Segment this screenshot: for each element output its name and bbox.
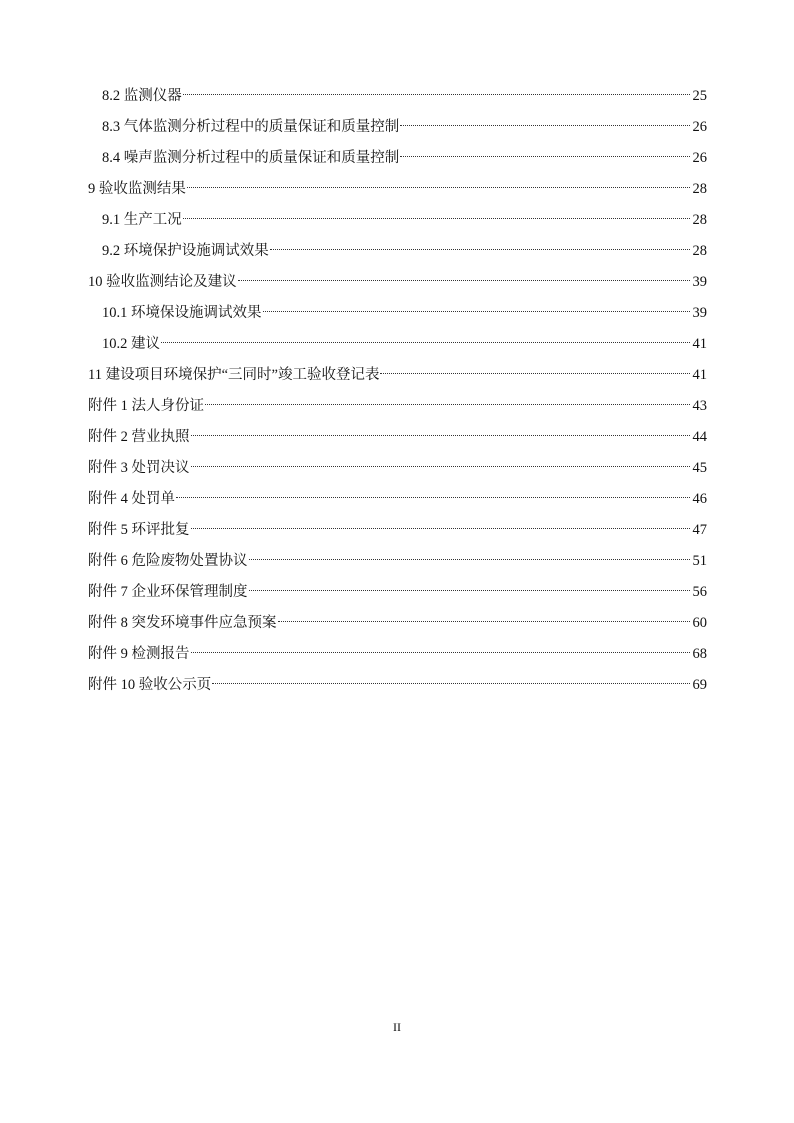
toc-dot-leader bbox=[249, 559, 691, 560]
toc-dot-leader bbox=[191, 652, 691, 653]
toc-dot-leader bbox=[191, 435, 691, 436]
toc-entry-title: 附件 5 环评批复 bbox=[88, 522, 190, 538]
toc-dot-leader bbox=[400, 125, 690, 126]
toc-entry-title: 附件 7 企业环保管理制度 bbox=[88, 584, 248, 600]
toc-entry[interactable] bbox=[88, 611, 707, 642]
toc-dot-leader bbox=[400, 156, 690, 157]
toc-entry-title: 10 验收监测结论及建议 bbox=[88, 274, 237, 290]
toc-entry-page-number: 25 bbox=[692, 88, 707, 104]
toc-entry-page-number: 46 bbox=[692, 491, 707, 507]
toc-entry-page-number: 44 bbox=[692, 429, 707, 445]
toc-entry[interactable] bbox=[88, 456, 707, 487]
toc-entry-title: 附件 3 处罚决议 bbox=[88, 460, 190, 476]
toc-entry[interactable] bbox=[88, 146, 707, 177]
toc-entry-page-number: 45 bbox=[692, 460, 707, 476]
toc-entry-title: 附件 6 危险废物处置协议 bbox=[88, 553, 248, 569]
toc-entry-title: 11 建设项目环境保护“三同时”竣工验收登记表 bbox=[88, 367, 380, 383]
toc-dot-leader bbox=[183, 94, 690, 95]
toc-entry[interactable] bbox=[88, 518, 707, 549]
toc-entry-page-number: 51 bbox=[692, 553, 707, 569]
toc-entry-page-number: 69 bbox=[692, 677, 707, 693]
toc-entry[interactable] bbox=[88, 208, 707, 239]
table-of-contents bbox=[88, 84, 707, 704]
toc-entry-title: 附件 1 法人身份证 bbox=[88, 398, 204, 414]
toc-entry[interactable] bbox=[88, 270, 707, 301]
toc-entry[interactable] bbox=[88, 425, 707, 456]
toc-entry-title: 10.1 环境保设施调试效果 bbox=[102, 305, 262, 321]
toc-dot-leader bbox=[270, 249, 690, 250]
toc-entry-title: 附件 2 营业执照 bbox=[88, 429, 190, 445]
toc-entry[interactable] bbox=[88, 363, 707, 394]
toc-entry[interactable] bbox=[88, 394, 707, 425]
toc-entry-title: 8.2 监测仪器 bbox=[102, 88, 182, 104]
toc-dot-leader bbox=[191, 528, 691, 529]
toc-entry[interactable] bbox=[88, 115, 707, 146]
toc-entry[interactable] bbox=[88, 549, 707, 580]
toc-entry-title: 附件 8 突发环境事件应急预案 bbox=[88, 615, 277, 631]
toc-dot-leader bbox=[249, 590, 691, 591]
toc-dot-leader bbox=[176, 497, 690, 498]
toc-entry[interactable] bbox=[88, 301, 707, 332]
toc-dot-leader bbox=[183, 218, 690, 219]
toc-entry-title: 8.4 噪声监测分析过程中的质量保证和质量控制 bbox=[102, 150, 400, 166]
page-number: II bbox=[393, 1020, 401, 1034]
toc-entry-page-number: 43 bbox=[692, 398, 707, 414]
toc-dot-leader bbox=[187, 187, 690, 188]
toc-entry-title: 9.2 环境保护设施调试效果 bbox=[102, 243, 269, 259]
toc-entry-page-number: 28 bbox=[692, 181, 707, 197]
toc-entry-title: 附件 4 处罚单 bbox=[88, 491, 175, 507]
toc-entry-page-number: 28 bbox=[692, 243, 707, 259]
toc-entry[interactable] bbox=[88, 177, 707, 208]
toc-entry-page-number: 60 bbox=[692, 615, 707, 631]
toc-entry-page-number: 26 bbox=[692, 119, 707, 135]
toc-dot-leader bbox=[191, 466, 691, 467]
toc-entry[interactable] bbox=[88, 84, 707, 115]
toc-entry[interactable] bbox=[88, 580, 707, 611]
toc-dot-leader bbox=[263, 311, 691, 312]
toc-dot-leader bbox=[161, 342, 690, 343]
toc-entry-page-number: 56 bbox=[692, 584, 707, 600]
toc-entry-page-number: 41 bbox=[692, 367, 707, 383]
toc-entry[interactable] bbox=[88, 642, 707, 673]
toc-entry[interactable] bbox=[88, 239, 707, 270]
toc-entry-title: 8.3 气体监测分析过程中的质量保证和质量控制 bbox=[102, 119, 400, 135]
toc-entry-page-number: 41 bbox=[692, 336, 707, 352]
toc-entry[interactable] bbox=[88, 332, 707, 363]
toc-entry[interactable] bbox=[88, 487, 707, 518]
toc-dot-leader bbox=[238, 280, 690, 281]
toc-entry-title: 9 验收监测结果 bbox=[88, 181, 186, 197]
toc-entry-page-number: 28 bbox=[692, 212, 707, 228]
toc-entry-title: 附件 10 验收公示页 bbox=[88, 677, 212, 693]
toc-dot-leader bbox=[205, 404, 690, 405]
toc-dot-leader bbox=[380, 373, 690, 374]
toc-entry-page-number: 26 bbox=[692, 150, 707, 166]
toc-entry-page-number: 39 bbox=[692, 305, 707, 321]
toc-entry-title: 附件 9 检测报告 bbox=[88, 646, 190, 662]
toc-entry-page-number: 39 bbox=[692, 274, 707, 290]
toc-dot-leader bbox=[278, 621, 691, 622]
toc-dot-leader bbox=[212, 683, 690, 684]
toc-entry-page-number: 68 bbox=[692, 646, 707, 662]
toc-entry[interactable] bbox=[88, 673, 707, 704]
toc-entry-page-number: 47 bbox=[692, 522, 707, 538]
toc-entry-title: 10.2 建议 bbox=[102, 336, 160, 352]
toc-entry-title: 9.1 生产工况 bbox=[102, 212, 182, 228]
